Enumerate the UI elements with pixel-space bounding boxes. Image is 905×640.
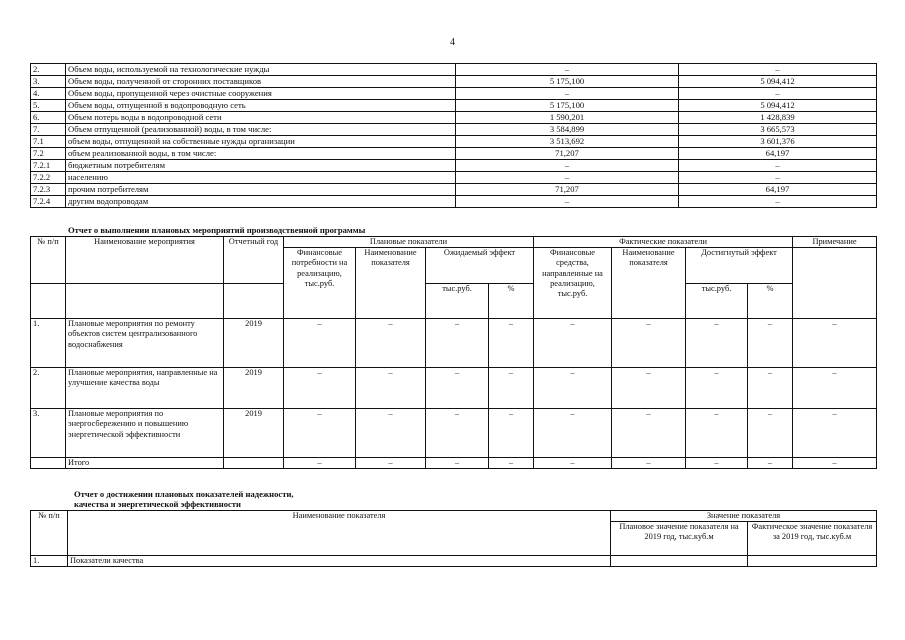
row-value-fact: –	[679, 196, 877, 208]
row-value-plan: 3 513,692	[456, 136, 679, 148]
row-activity: Плановые мероприятия по ремонту объектов систем централизованного водоснабжения	[66, 319, 224, 368]
row-num: 1.	[31, 319, 66, 368]
table-row	[31, 76, 877, 88]
header-plan-fin: Финансовые потребности на реализацию, тыс.руб.	[284, 248, 356, 319]
row-dash: –	[489, 409, 534, 458]
row-dash: –	[534, 319, 612, 368]
indicators-report-caption	[74, 489, 294, 509]
row-dash: –	[612, 368, 686, 409]
header-blank	[224, 283, 284, 319]
row-value-plan: 1 590,201	[456, 112, 679, 124]
row-dash: –	[686, 319, 748, 368]
row-name: Объем потерь воды в водопроводной сети	[66, 112, 456, 124]
header-act-rub: тыс.руб.	[686, 283, 748, 319]
row-num: 1.	[31, 556, 68, 567]
header-planned: Плановые показатели	[284, 237, 534, 248]
row-dash: –	[426, 368, 489, 409]
row-value-fact: –	[679, 64, 877, 76]
row-dash: –	[356, 368, 426, 409]
header-actual: Фактические показатели	[534, 237, 793, 248]
row-value-fact: 5 094,412	[679, 100, 877, 112]
row-name: объем воды, отпущенной на собственные нужды организации	[66, 136, 456, 148]
row-num: 7.2.4	[31, 196, 66, 208]
row-activity: Плановые мероприятия по энергосбережению и повышению энергетической эффективности	[66, 409, 224, 458]
row-num: 7.2.2	[31, 172, 66, 184]
header-plan-rub: тыс.руб.	[426, 283, 489, 319]
row-name: объем реализованной воды, в том числе:	[66, 148, 456, 160]
row-value-fact: –	[679, 88, 877, 100]
header-indicator-value: Значение показателя	[611, 511, 877, 522]
header-act-effect: Достигнутый эффект	[686, 248, 793, 284]
activities-report-caption: Отчет о выполнении плановых мероприятий производственной программы	[68, 225, 366, 235]
row-value-plan: –	[456, 196, 679, 208]
total-dash: –	[534, 458, 612, 469]
row-year: 2019	[224, 368, 284, 409]
row-num: 7.2	[31, 148, 66, 160]
row-name: Объем воды, пропущенной через очистные сооружения	[66, 88, 456, 100]
row-name: Объем воды, отпущенной в водопроводную сеть	[66, 100, 456, 112]
row-num: 4.	[31, 88, 66, 100]
row-dash: –	[534, 368, 612, 409]
row-dash: –	[284, 319, 356, 368]
row-num: 7.1	[31, 136, 66, 148]
row-value-plan: 5 175,100	[456, 100, 679, 112]
table-row	[31, 136, 877, 148]
row-num: 7.2.3	[31, 184, 66, 196]
row-dash: –	[793, 368, 877, 409]
indicators-report-table	[30, 510, 877, 567]
header-note-blank	[793, 248, 877, 319]
row-value-fact: 5 094,412	[679, 76, 877, 88]
row-planned	[611, 556, 748, 567]
header-num: № п/п	[31, 237, 66, 284]
header-plan-effect: Ожидаемый эффект	[426, 248, 534, 284]
table-row	[31, 196, 877, 208]
table-row	[31, 148, 877, 160]
total-dash: –	[426, 458, 489, 469]
caption-line-1: Отчет о достижении плановых показателей надежности,	[74, 489, 294, 499]
row-name: Объем воды, полученной от сторонних поставщиков	[66, 76, 456, 88]
table-row	[31, 368, 877, 409]
water-balance-table	[30, 63, 877, 208]
row-num: 2.	[31, 64, 66, 76]
row-name: другим водопроводам	[66, 196, 456, 208]
header-note: Примечание	[793, 237, 877, 248]
row-actual	[748, 556, 877, 567]
total-label: Итого	[66, 458, 224, 469]
row-value-fact: 3 665,573	[679, 124, 877, 136]
row-value-fact: 1 428,839	[679, 112, 877, 124]
row-dash: –	[356, 409, 426, 458]
row-dash: –	[686, 368, 748, 409]
total-dash: –	[284, 458, 356, 469]
table-row	[31, 160, 877, 172]
row-value-plan: –	[456, 172, 679, 184]
row-num: 2.	[31, 368, 66, 409]
header-act-fin: Финансовые средства, направленные на реализацию, тыс.руб.	[534, 248, 612, 319]
table-row	[31, 124, 877, 136]
row-value-plan: 5 175,100	[456, 76, 679, 88]
header-act-pct: %	[748, 283, 793, 319]
header-blank	[66, 283, 224, 319]
page-number: 4	[450, 37, 455, 48]
row-value-fact: 64,197	[679, 148, 877, 160]
row-value-plan: 3 584,899	[456, 124, 679, 136]
row-num: 7.2.1	[31, 160, 66, 172]
table-row	[31, 556, 877, 567]
row-dash: –	[426, 319, 489, 368]
row-dash: –	[534, 409, 612, 458]
row-dash: –	[489, 319, 534, 368]
row-dash: –	[793, 319, 877, 368]
row-num: 6.	[31, 112, 66, 124]
row-name: Объем отпущенной (реализованной) воды, в том числе:	[66, 124, 456, 136]
row-dash: –	[284, 409, 356, 458]
row-num: 5.	[31, 100, 66, 112]
table-row	[31, 64, 877, 76]
total-num	[31, 458, 66, 469]
row-indicator: Показатели качества	[68, 556, 611, 567]
row-value-plan: 71,207	[456, 148, 679, 160]
row-value-fact: –	[679, 172, 877, 184]
row-dash: –	[748, 368, 793, 409]
total-dash: –	[356, 458, 426, 469]
row-dash: –	[793, 409, 877, 458]
row-value-plan: –	[456, 64, 679, 76]
row-name: прочим потребителям	[66, 184, 456, 196]
table-row	[31, 319, 877, 368]
activities-report-table	[30, 236, 877, 469]
header-planned-value: Плановое значение показателя на 2019 год, тыс.куб.м	[611, 522, 748, 556]
table-row	[31, 172, 877, 184]
header-act-indicator: Наименование показателя	[612, 248, 686, 319]
row-activity: Плановые мероприятия, направленные на улучшение качества воды	[66, 368, 224, 409]
row-value-fact: 3 601,376	[679, 136, 877, 148]
header-plan-indicator: Наименование показателя	[356, 248, 426, 319]
row-dash: –	[748, 409, 793, 458]
row-value-fact: 64,197	[679, 184, 877, 196]
row-dash: –	[356, 319, 426, 368]
row-dash: –	[612, 319, 686, 368]
total-dash: –	[612, 458, 686, 469]
row-year: 2019	[224, 319, 284, 368]
table-row	[31, 100, 877, 112]
caption-line-2: качества и энергетической эффективности	[74, 499, 241, 509]
row-value-plan: –	[456, 88, 679, 100]
total-year	[224, 458, 284, 469]
row-num: 3.	[31, 76, 66, 88]
row-dash: –	[748, 319, 793, 368]
row-value-plan: –	[456, 160, 679, 172]
header-activity-name: Наименование мероприятия	[66, 237, 224, 284]
table-row	[31, 88, 877, 100]
total-dash: –	[489, 458, 534, 469]
table-row	[31, 184, 877, 196]
total-dash: –	[748, 458, 793, 469]
row-num: 3.	[31, 409, 66, 458]
header-report-year: Отчетный год	[224, 237, 284, 284]
table-row	[31, 112, 877, 124]
header-indicator-name: Наименование показателя	[68, 511, 611, 556]
row-dash: –	[612, 409, 686, 458]
row-value-fact: –	[679, 160, 877, 172]
row-name: бюджетным потребителям	[66, 160, 456, 172]
header-blank	[31, 283, 66, 319]
row-dash: –	[489, 368, 534, 409]
row-num: 7.	[31, 124, 66, 136]
row-dash: –	[686, 409, 748, 458]
total-dash: –	[686, 458, 748, 469]
header-num: № п/п	[31, 511, 68, 556]
header-actual-value: Фактическое значение показателя за 2019 год, тыс.куб.м	[748, 522, 877, 556]
row-name: Объем воды, используемой на технологические нужды	[66, 64, 456, 76]
total-dash: –	[793, 458, 877, 469]
total-row	[31, 458, 877, 469]
row-value-plan: 71,207	[456, 184, 679, 196]
row-year: 2019	[224, 409, 284, 458]
row-name: населению	[66, 172, 456, 184]
row-dash: –	[284, 368, 356, 409]
table-row	[31, 409, 877, 458]
header-plan-pct: %	[489, 283, 534, 319]
row-dash: –	[426, 409, 489, 458]
